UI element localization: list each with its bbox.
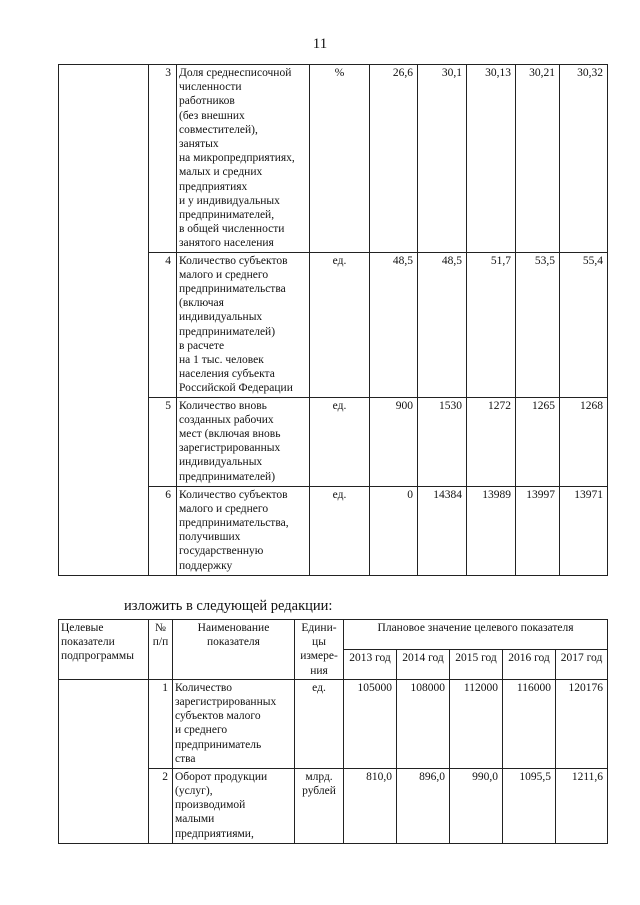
value-cell: 105000	[344, 679, 397, 768]
value-cell: 55,4	[560, 252, 608, 397]
header-year: 2016 год	[503, 649, 556, 679]
value-cell: 13989	[467, 486, 516, 575]
empty-cell	[59, 65, 149, 576]
value-cell: 30,21	[516, 65, 560, 253]
indicator-name: Количество субъектов малого и среднего предпринимательства, получивших государственную поддержку	[177, 486, 310, 575]
header-name: Наименование показателя	[173, 620, 295, 680]
value-cell: 51,7	[467, 252, 516, 397]
row-number: 5	[149, 397, 177, 486]
header-year: 2014 год	[397, 649, 450, 679]
indicator-name: Доля среднесписочной численности работников (без внешних совместителей), занятых на микропредприятиях, малых и средних предприятиях и у индивидуальных предпринимателей, в общей численности занятого населения	[177, 65, 310, 253]
unit-cell: ед.	[310, 486, 370, 575]
value-cell: 13971	[560, 486, 608, 575]
unit-cell: млрд. рублей	[295, 768, 344, 843]
header-targets: Целевые показатели подпрограммы	[59, 620, 149, 680]
header-year: 2017 год	[556, 649, 608, 679]
value-cell: 900	[370, 397, 418, 486]
value-cell: 810,0	[344, 768, 397, 843]
row-number: 1	[149, 679, 173, 768]
value-cell: 30,32	[560, 65, 608, 253]
value-cell: 14384	[418, 486, 467, 575]
value-cell: 120176	[556, 679, 608, 768]
indicator-name: Оборот продукции (услуг), производимой малыми предприятиями,	[173, 768, 295, 843]
value-cell: 112000	[450, 679, 503, 768]
header-plan: Плановое значение целевого показателя	[344, 620, 608, 650]
value-cell: 48,5	[418, 252, 467, 397]
value-cell: 26,6	[370, 65, 418, 253]
empty-cell	[59, 679, 149, 843]
value-cell: 896,0	[397, 768, 450, 843]
header-row	[59, 620, 608, 650]
header-unit: Едини- цы измере- ния	[295, 620, 344, 680]
header-year: 2013 год	[344, 649, 397, 679]
row-number: 4	[149, 252, 177, 397]
value-cell: 990,0	[450, 768, 503, 843]
row-number: 3	[149, 65, 177, 253]
value-cell: 53,5	[516, 252, 560, 397]
value-cell: 116000	[503, 679, 556, 768]
row-number: 2	[149, 768, 173, 843]
value-cell: 1272	[467, 397, 516, 486]
indicators-table-continued	[58, 64, 608, 576]
value-cell: 30,13	[467, 65, 516, 253]
row-number: 6	[149, 486, 177, 575]
value-cell: 1095,5	[503, 768, 556, 843]
header-year: 2015 год	[450, 649, 503, 679]
unit-cell: ед.	[310, 397, 370, 486]
indicator-name: Количество вновь созданных рабочих мест (включая вновь зарегистрированных индивидуальных предпринимателей)	[177, 397, 310, 486]
indicator-name: Количество субъектов малого и среднего предпринимательства (включая индивидуальных предпринимателей) в расчете на 1 тыс. человек населения субъекта Российской Федерации	[177, 252, 310, 397]
indicators-table-new	[58, 619, 608, 844]
intro-text: изложить в следующей редакции:	[124, 598, 333, 614]
unit-cell: ед.	[310, 252, 370, 397]
header-number: № п/п	[149, 620, 173, 680]
value-cell: 1530	[418, 397, 467, 486]
value-cell: 0	[370, 486, 418, 575]
indicator-name: Количество зарегистрированных субъектов малого и среднего предприниматель ства	[173, 679, 295, 768]
unit-cell: ед.	[295, 679, 344, 768]
table-row	[59, 65, 608, 253]
page-number: 11	[312, 36, 328, 52]
value-cell: 1265	[516, 397, 560, 486]
table-row	[59, 679, 608, 768]
value-cell: 13997	[516, 486, 560, 575]
unit-cell: %	[310, 65, 370, 253]
value-cell: 48,5	[370, 252, 418, 397]
value-cell: 30,1	[418, 65, 467, 253]
value-cell: 1211,6	[556, 768, 608, 843]
value-cell: 1268	[560, 397, 608, 486]
value-cell: 108000	[397, 679, 450, 768]
